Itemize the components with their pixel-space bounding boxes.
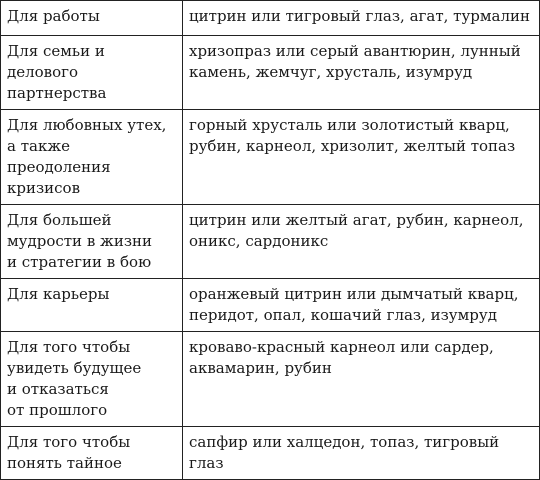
table-row	[1, 1, 540, 36]
table-row	[1, 427, 540, 480]
stones-cell: цитрин или желтый агат, рубин, карнеол, оникс, сардоникс	[183, 205, 540, 279]
table-row	[1, 332, 540, 427]
purpose-cell: Для того чтобы увидеть будущее и отказаться от прошлого	[1, 332, 183, 427]
stones-cell: оранжевый цитрин или дымчатый кварц, перидот, опал, кошачий глаз, изумруд	[183, 279, 540, 332]
stones-cell: кроваво-красный карнеол или сардер, аквамарин, рубин	[183, 332, 540, 427]
purpose-cell: Для карьеры	[1, 279, 183, 332]
purpose-cell: Для любовных утех, а также преодоления кризисов	[1, 110, 183, 205]
stones-cell: горный хрусталь или золотистый кварц, рубин, карнеол, хризолит, желтый топаз	[183, 110, 540, 205]
purpose-cell: Для того чтобы понять тайное	[1, 427, 183, 480]
stones-cell: сапфир или халцедон, топаз, тигровый глаз	[183, 427, 540, 480]
purpose-cell: Для большей мудрости в жизни и стратегии в бою	[1, 205, 183, 279]
table-row	[1, 205, 540, 279]
purpose-cell: Для работы	[1, 1, 183, 36]
table-row	[1, 36, 540, 110]
stones-cell: цитрин или тигровый глаз, агат, турмалин	[183, 1, 540, 36]
table-row	[1, 110, 540, 205]
stones-cell: хризопраз или серый авантюрин, лунный камень, жемчуг, хрусталь, изумруд	[183, 36, 540, 110]
purpose-cell: Для семьи и делового партнерства	[1, 36, 183, 110]
table-row	[1, 279, 540, 332]
